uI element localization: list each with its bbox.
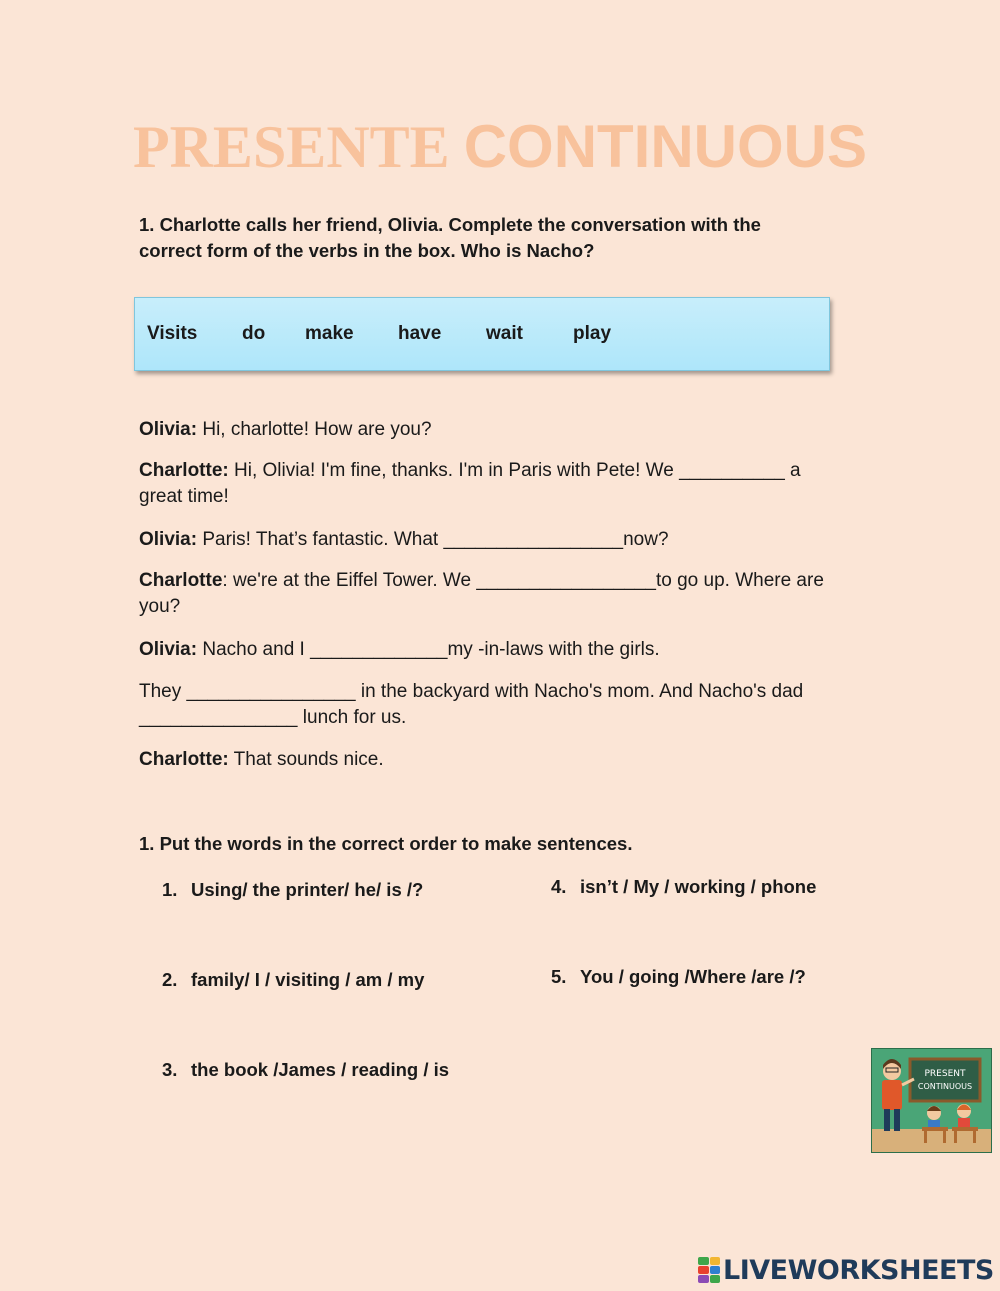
liveworksheets-logo <box>698 1255 994 1285</box>
logo-text: LIVEWORKSHEETS <box>723 1254 994 1286</box>
item-text: family/ I / visiting / am / my <box>191 969 425 990</box>
item-number: 2. <box>162 969 178 990</box>
item-number: 4. <box>551 876 567 897</box>
logo-mark-icon <box>698 1257 720 1283</box>
dialogue-line-2 <box>139 458 859 510</box>
speaker-label: Olivia: <box>139 529 198 550</box>
word-do: do <box>242 323 266 344</box>
board-text-2: CONTINUOUS <box>917 1082 973 1091</box>
item-number: 3. <box>162 1059 178 1080</box>
dialogue-text: That sounds nice. <box>228 749 384 770</box>
speaker-label: Charlotte: <box>139 460 229 481</box>
word-visits: Visits <box>147 323 198 344</box>
dialogue-text-continued: great time! <box>139 486 229 507</box>
word-make: make <box>305 323 354 344</box>
word-have: have <box>398 323 442 344</box>
word-wait: wait <box>486 323 523 344</box>
instruction-line-1: 1. Charlotte calls her friend, Olivia. Complete the conversation with the <box>139 214 761 235</box>
item-number: 5. <box>551 966 567 987</box>
page-title <box>0 112 1000 182</box>
dialogue-line-5 <box>139 637 859 663</box>
title-word-1: PRESENTE <box>132 114 450 180</box>
item-text: the book /James / reading / is <box>191 1059 450 1080</box>
speaker-label: Charlotte <box>139 570 223 591</box>
dialogue-text: Hi, charlotte! How are you? <box>197 419 432 440</box>
item-text: isn’t / My / working / phone <box>580 876 817 897</box>
sentence-item-4 <box>551 876 816 898</box>
classroom-illustration <box>872 1049 991 1152</box>
exercise-1-instruction <box>139 212 839 264</box>
item-number: 1. <box>162 879 178 900</box>
item-text: You / going /Where /are /? <box>580 966 806 987</box>
dialogue-text-continued: you? <box>139 596 181 617</box>
dialogue-line-1 <box>139 417 859 443</box>
dialogue-text-continued: _______________ lunch for us. <box>139 707 407 728</box>
dialogue-line-4 <box>139 568 859 620</box>
sentence-item-1 <box>162 879 423 901</box>
dialogue-line-3 <box>139 527 859 553</box>
sentence-item-2 <box>162 969 424 991</box>
dialogue-text: Paris! That’s fantastic. What _________________now? <box>197 529 669 550</box>
word-play: play <box>573 323 612 344</box>
speaker-label: Charlotte: <box>139 749 229 770</box>
dialogue-text: They ________________ in the backyard with Nacho's mom. And Nacho's dad <box>139 681 804 702</box>
dialogue-text: Nacho and I _____________my -in-laws with the girls. <box>197 639 660 660</box>
present-continuous-illustration <box>871 1048 992 1153</box>
speaker-label: Olivia: <box>139 419 198 440</box>
exercise-2-instruction: 1. Put the words in the correct order to make sentences. <box>139 833 633 854</box>
sentence-item-5 <box>551 966 806 988</box>
dialogue-text: : we're at the Eiffel Tower. We _________________to go up. Where are <box>222 570 824 591</box>
title-word-2: CONTINUOUS <box>463 113 868 180</box>
board-text-1: PRESENT <box>924 1069 966 1079</box>
dialogue-line-6 <box>139 679 859 731</box>
verb-word-box <box>134 297 830 371</box>
sentence-item-3 <box>162 1059 449 1081</box>
dialogue-line-7 <box>139 747 859 773</box>
item-text: Using/ the printer/ he/ is /? <box>191 879 424 900</box>
dialogue-text: Hi, Olivia! I'm fine, thanks. I'm in Paris with Pete! We __________ a <box>228 460 801 481</box>
instruction-line-2: correct form of the verbs in the box. Who is Nacho? <box>139 240 595 261</box>
speaker-label: Olivia: <box>139 639 198 660</box>
